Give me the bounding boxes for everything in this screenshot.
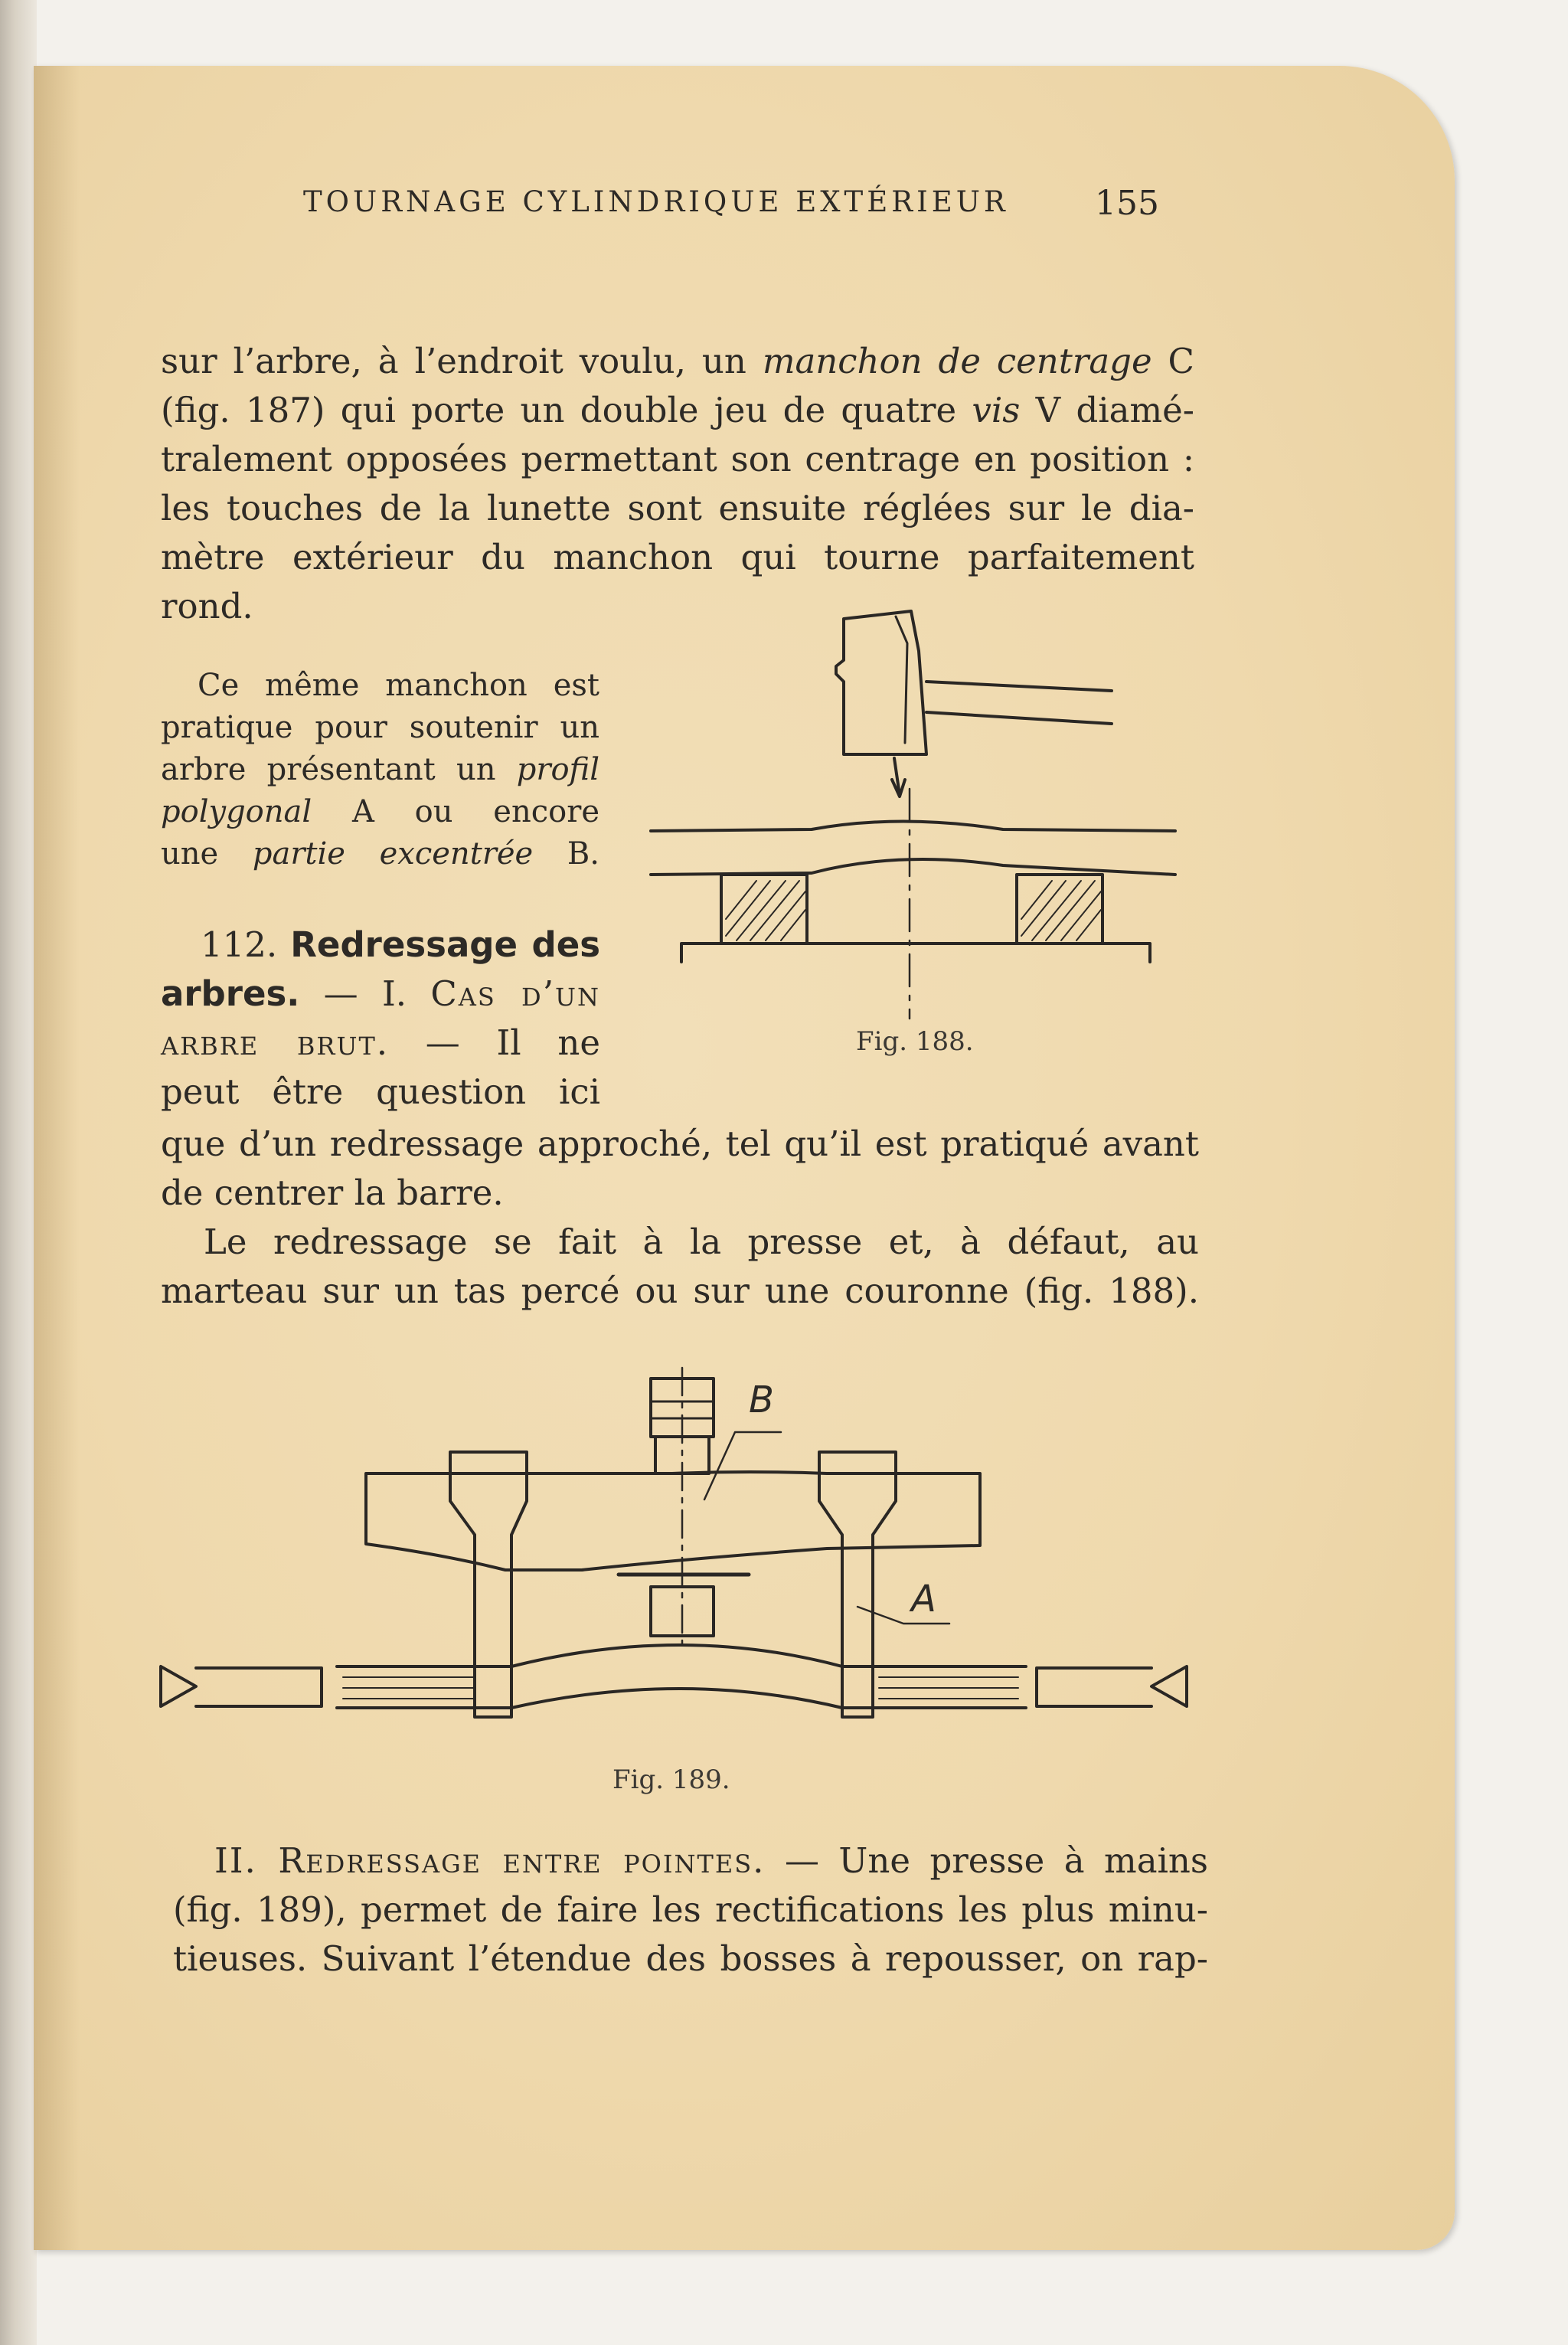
text-line: sur l’arbre, à l’endroit voulu, un manchon de centrage C [161, 341, 1194, 381]
figure-189-label-b: B [749, 1379, 774, 1421]
centre-point-right [1037, 1666, 1187, 1706]
section-title-line: arbres. — I. Cas d’un [161, 973, 600, 1014]
figure-188-caption: Fig. 188. [856, 1026, 974, 1057]
figure-189-caption: Fig. 189. [612, 1764, 730, 1795]
note-line: une partie excentrée B. [161, 836, 599, 872]
note-line: arbre présentant un profil [161, 752, 599, 787]
text-line: rond. [161, 586, 253, 626]
hammer-head [836, 611, 926, 754]
strike-arrow [892, 758, 905, 796]
hatching [726, 881, 1101, 940]
hammer-handle [926, 682, 1112, 724]
section-title-line: 112. Redressage des [201, 924, 600, 965]
text-line: tieuses. Suivant l’étendue des bosses à repousser, on rap- [173, 1938, 1208, 1979]
text-line: Le redressage se fait à la presse et, à défaut, au [204, 1222, 1199, 1262]
centre-point-left [161, 1666, 322, 1706]
bent-bar [651, 859, 1175, 875]
figure-189-label-a: A [911, 1578, 936, 1621]
text-line: de centrer la barre. [161, 1172, 504, 1213]
figure-189 [153, 1348, 1210, 1731]
book-binding [0, 0, 37, 2345]
text-line: (fig. 187) qui porte un double jeu de quatre vis V diamé- [161, 390, 1194, 430]
running-header: TOURNAGE CYLINDRIQUE EXTÉRIEUR [303, 185, 1009, 218]
bent-shaft [337, 1645, 1026, 1666]
hammer-head-face [896, 617, 907, 743]
anvil-base [681, 944, 1150, 962]
text-line: (fig. 189), permet de faire les rectifications les plus minu- [173, 1889, 1208, 1930]
text-line: arbre brut. — Il ne [161, 1022, 600, 1063]
figure-188 [635, 597, 1202, 1026]
text-line: peut être question ici [161, 1071, 600, 1112]
section-heading-line: II. Redressage entre pointes. — Une presse à mains [214, 1840, 1208, 1881]
text-line: que d’un redressage approché, tel qu’il est pratiqué avant [161, 1123, 1199, 1164]
text-line: les touches de la lunette sont ensuite réglées sur le dia- [161, 488, 1194, 528]
label-b-leader [704, 1432, 781, 1500]
press-frame [366, 1472, 980, 1570]
bent-bar [651, 822, 1175, 832]
page-number: 155 [1095, 184, 1159, 223]
note-line: pratique pour soutenir un [161, 710, 599, 745]
text-line: mètre extérieur du manchon qui tourne parfaitement [161, 537, 1194, 577]
text-line: marteau sur un tas percé ou sur une couronne (fig. 188). [161, 1271, 1199, 1311]
note-line: Ce même manchon est [198, 668, 599, 703]
text-line: tralement opposées permettant son centrage en position : [161, 439, 1194, 479]
note-line: polygonal A ou encore [161, 794, 599, 829]
